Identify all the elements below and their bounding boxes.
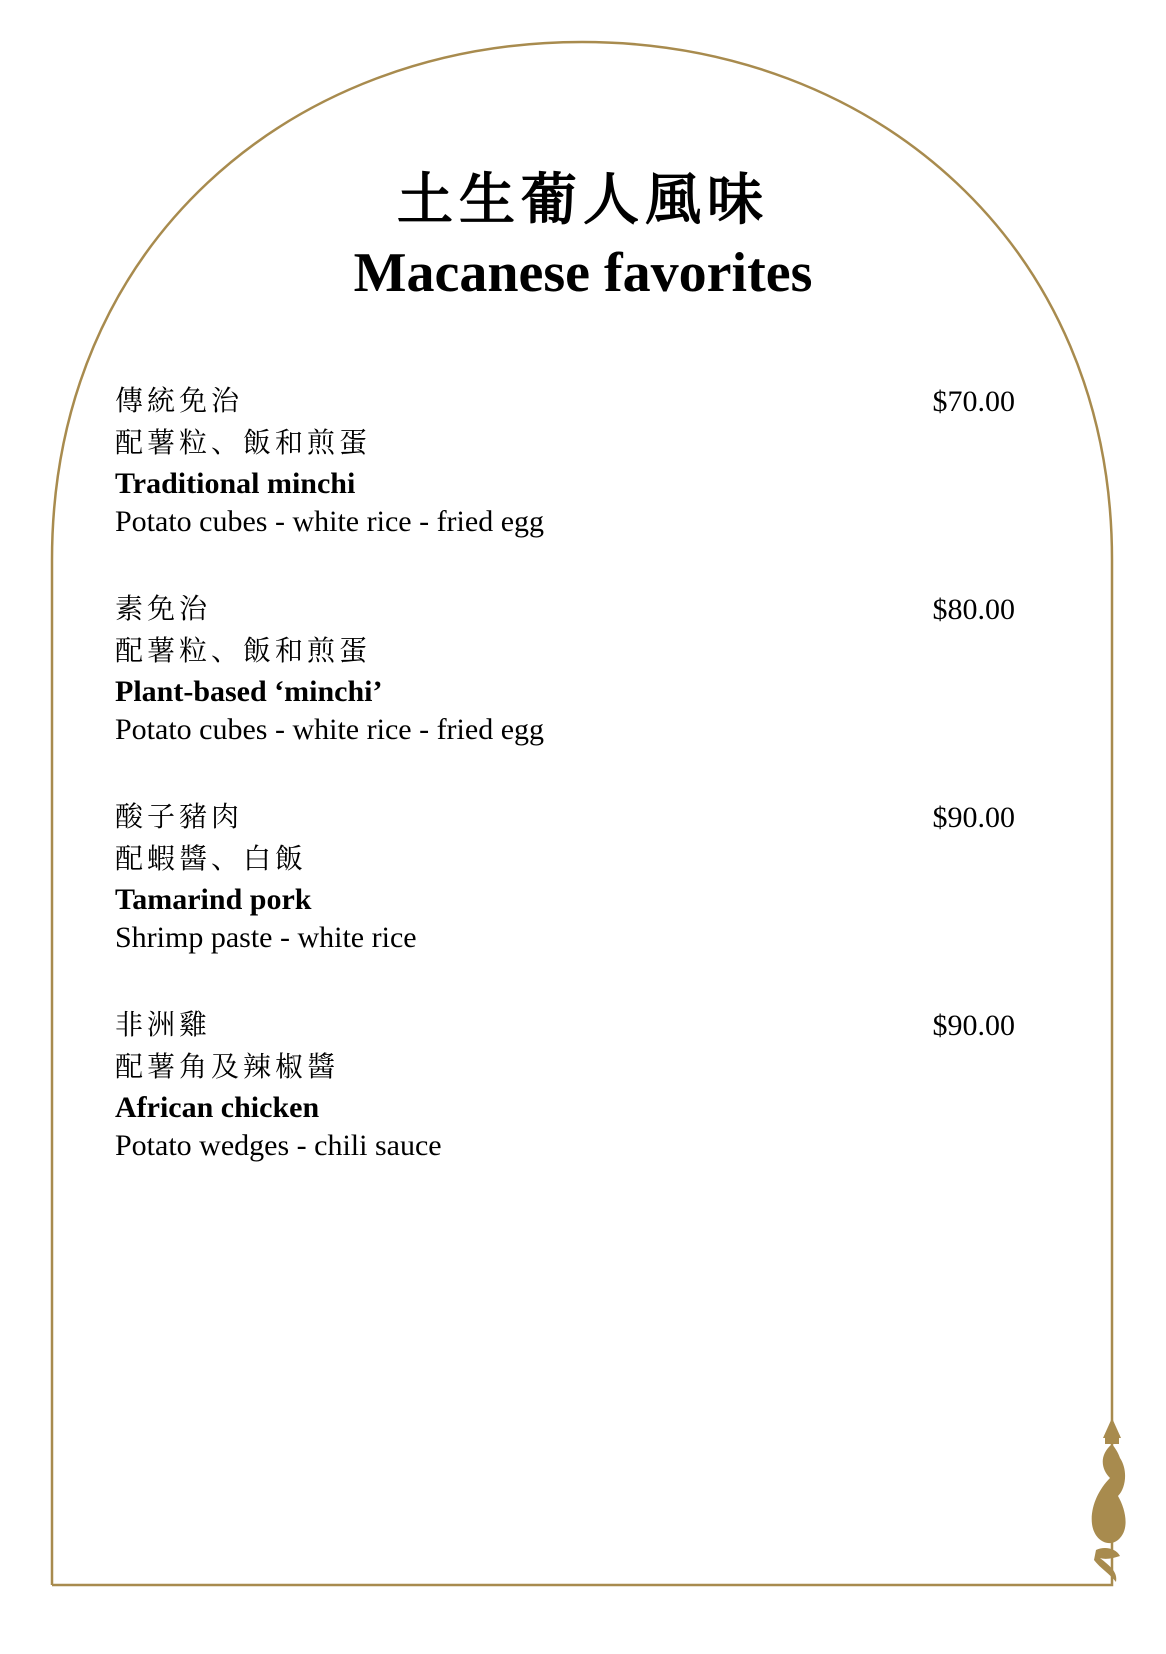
menu-item <box>115 798 1015 958</box>
item-price: $90.00 <box>932 801 1015 834</box>
menu-item <box>115 1006 1015 1166</box>
item-sides-chinese: 配薯粒、飯和煎蛋 <box>115 636 372 667</box>
item-description: Potato cubes - white rice - fried egg <box>115 713 545 746</box>
item-name-english: Plant-based ‘minchi’ <box>115 675 383 708</box>
item-description: Potato wedges - chili sauce <box>115 1129 442 1162</box>
item-sides-chinese: 配薯粒、飯和煎蛋 <box>115 428 372 459</box>
item-sides-chinese: 配薯角及辣椒醬 <box>115 1052 340 1083</box>
item-name-chinese: 非洲雞 <box>115 1010 212 1041</box>
page-title-chinese: 土生葡人風味 <box>397 170 769 232</box>
item-price: $80.00 <box>932 593 1015 626</box>
item-name-chinese: 酸子豬肉 <box>115 802 244 833</box>
page-title-english: Macanese favorites <box>353 242 813 304</box>
menu-item <box>115 590 1015 750</box>
menu-item <box>115 382 1015 542</box>
item-description: Potato cubes - white rice - fried egg <box>115 505 545 538</box>
ornament-icon <box>1092 1418 1126 1582</box>
item-price: $90.00 <box>932 1009 1015 1042</box>
item-name-chinese: 素免治 <box>115 594 212 625</box>
item-price: $70.00 <box>932 385 1015 418</box>
item-name-chinese: 傳統免治 <box>115 386 244 417</box>
item-name-english: Tamarind pork <box>115 883 312 916</box>
item-name-english: African chicken <box>115 1091 320 1124</box>
item-name-english: Traditional minchi <box>115 467 356 500</box>
item-sides-chinese: 配蝦醬、白飯 <box>115 844 308 875</box>
item-description: Shrimp paste - white rice <box>115 921 417 954</box>
